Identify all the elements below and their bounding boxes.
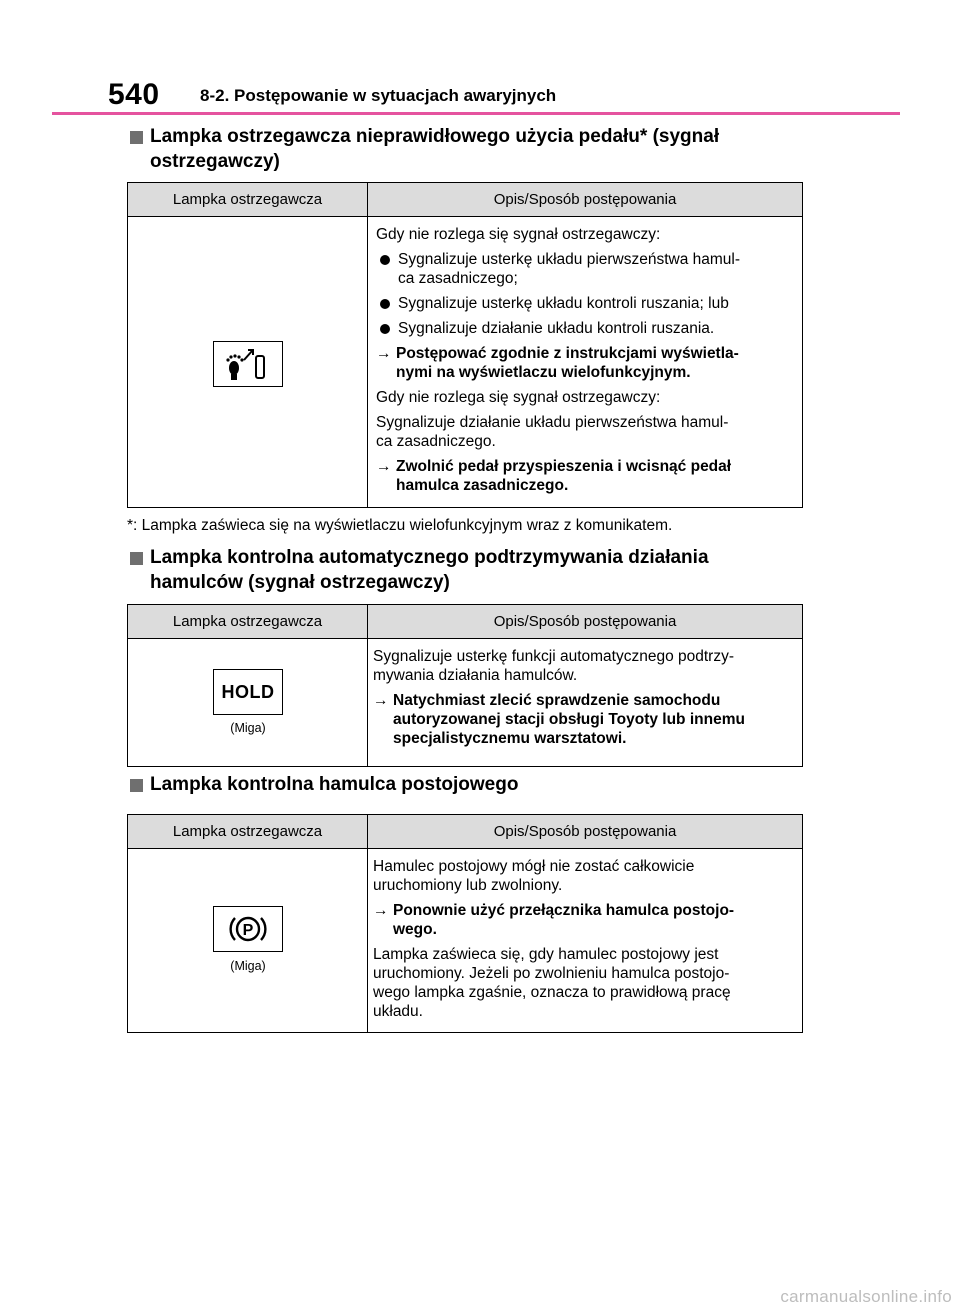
action-text: Ponownie użyć przełącznika hamulca postojo- [393, 902, 735, 919]
header-divider [52, 112, 900, 115]
warning-table-1 [127, 182, 803, 508]
lamp-cell [128, 849, 368, 1032]
description-cell [368, 849, 802, 1032]
lamp-cell [128, 217, 368, 507]
arrow-icon: → [376, 345, 392, 362]
action-text: hamulca zasadniczego. [396, 477, 569, 494]
action-instruction [376, 457, 796, 495]
table-row [128, 217, 802, 507]
table-header [128, 605, 802, 639]
action-instruction [373, 691, 796, 748]
table-row [128, 849, 802, 1032]
description-text: Sygnalizuje działanie układu pierwszeństwa hamul- ca zasadniczego. [376, 414, 729, 450]
page-header [100, 80, 900, 116]
parking-brake-icon [213, 906, 283, 952]
table-row [128, 639, 802, 766]
table-header [128, 183, 802, 217]
action-text: Postępować zgodnie z instrukcjami wyświetla- [396, 345, 739, 362]
condition-text: Gdy nie rozlega się sygnał ostrzegawczy: [376, 389, 661, 406]
action-text: nymi na wyświetlaczu wielofunkcyjnym. [396, 364, 691, 381]
list-item [376, 294, 796, 313]
heading-square-icon [130, 552, 143, 565]
action-text: specjalistycznemu warsztatowi. [393, 730, 627, 747]
list-item-text: Sygnalizuje działanie układu kontroli ruszania. [398, 320, 715, 337]
list-item-text: Sygnalizuje usterkę układu kontroli ruszania; lub [398, 295, 729, 312]
action-text: Zwolnić pedał przyspieszenia i wcisnąć pedał [396, 458, 732, 475]
column-header-description: Opis/Sposób postępowania [493, 191, 677, 208]
section-3-heading-line1: Lampka kontrolna hamulca postojowego [150, 774, 519, 795]
blink-caption: (Miga) [230, 721, 266, 735]
action-text: wego. [393, 921, 437, 938]
bullet-icon [380, 299, 390, 309]
description-text: Sygnalizuje usterkę funkcji automatycznego podtrzy- mywania działania hamulców. [373, 648, 734, 684]
svg-text:P: P [242, 922, 254, 939]
description-text: Hamulec postojowy mógł nie zostać całkowicie uruchomiony lub zwolniony. [373, 858, 695, 894]
pedal-misuse-warning-icon [213, 341, 283, 387]
bullet-icon [380, 324, 390, 334]
list-item-text: Sygnalizuje usterkę układu pierwszeństwa hamul- [398, 251, 741, 268]
column-header-description: Opis/Sposób postępowania [493, 823, 677, 840]
list-item [376, 319, 796, 338]
warning-table-3 [127, 814, 803, 1033]
list-item-text: ca zasadniczego; [398, 270, 518, 287]
heading-square-icon [130, 131, 143, 144]
action-instruction [373, 901, 796, 939]
lamp-cell [128, 639, 368, 766]
bullet-icon [380, 255, 390, 265]
column-header-lamp: Lampka ostrzegawcza [128, 183, 368, 216]
warning-table-2 [127, 604, 803, 767]
page-number: 540 [108, 78, 160, 111]
action-text: Natychmiast zlecić sprawdzenie samochodu [393, 692, 721, 709]
section-1-heading-line2: ostrzegawczy) [150, 151, 280, 172]
arrow-icon: → [373, 692, 389, 709]
action-instruction [376, 344, 796, 382]
hold-label: HOLD [221, 681, 275, 702]
list-item [376, 250, 796, 288]
section-2-heading-line2: hamulców (sygnał ostrzegawczy) [150, 572, 450, 593]
arrow-icon: → [373, 902, 389, 919]
table-header [128, 815, 802, 849]
blink-caption: (Miga) [230, 959, 266, 973]
column-header-description: Opis/Sposób postępowania [493, 613, 677, 630]
section-2-heading-line1: Lampka kontrolna automatycznego podtrzymywania działania [150, 547, 709, 568]
note-text: Lampka zaświeca się, gdy hamulec postojowy jest uruchomiony. Jeżeli po zwolnieniu hamulca postojo- wego lampka zgaśnie, oznacza to prawidłową pracę układu. [373, 946, 731, 1020]
condition-text: Gdy nie rozlega się sygnał ostrzegawczy: [376, 226, 661, 243]
heading-square-icon [130, 779, 143, 792]
brake-hold-icon [213, 669, 283, 715]
footnote: *: Lampka zaświeca się na wyświetlaczu wielofunkcyjnym wraz z komunikatem. [127, 517, 673, 534]
description-cell [368, 217, 802, 507]
section-title: 8-2. Postępowanie w sytuacjach awaryjnych [200, 86, 557, 105]
description-cell [368, 639, 802, 766]
watermark: carmanualsonline.info [780, 1287, 952, 1306]
arrow-icon: → [376, 458, 392, 475]
column-header-lamp: Lampka ostrzegawcza [128, 605, 368, 638]
action-text: autoryzowanej stacji obsługi Toyoty lub innemu [393, 711, 745, 728]
section-1-heading-line1: Lampka ostrzegawcza nieprawidłowego użycia pedału* (sygnał [150, 126, 720, 147]
column-header-lamp: Lampka ostrzegawcza [128, 815, 368, 848]
